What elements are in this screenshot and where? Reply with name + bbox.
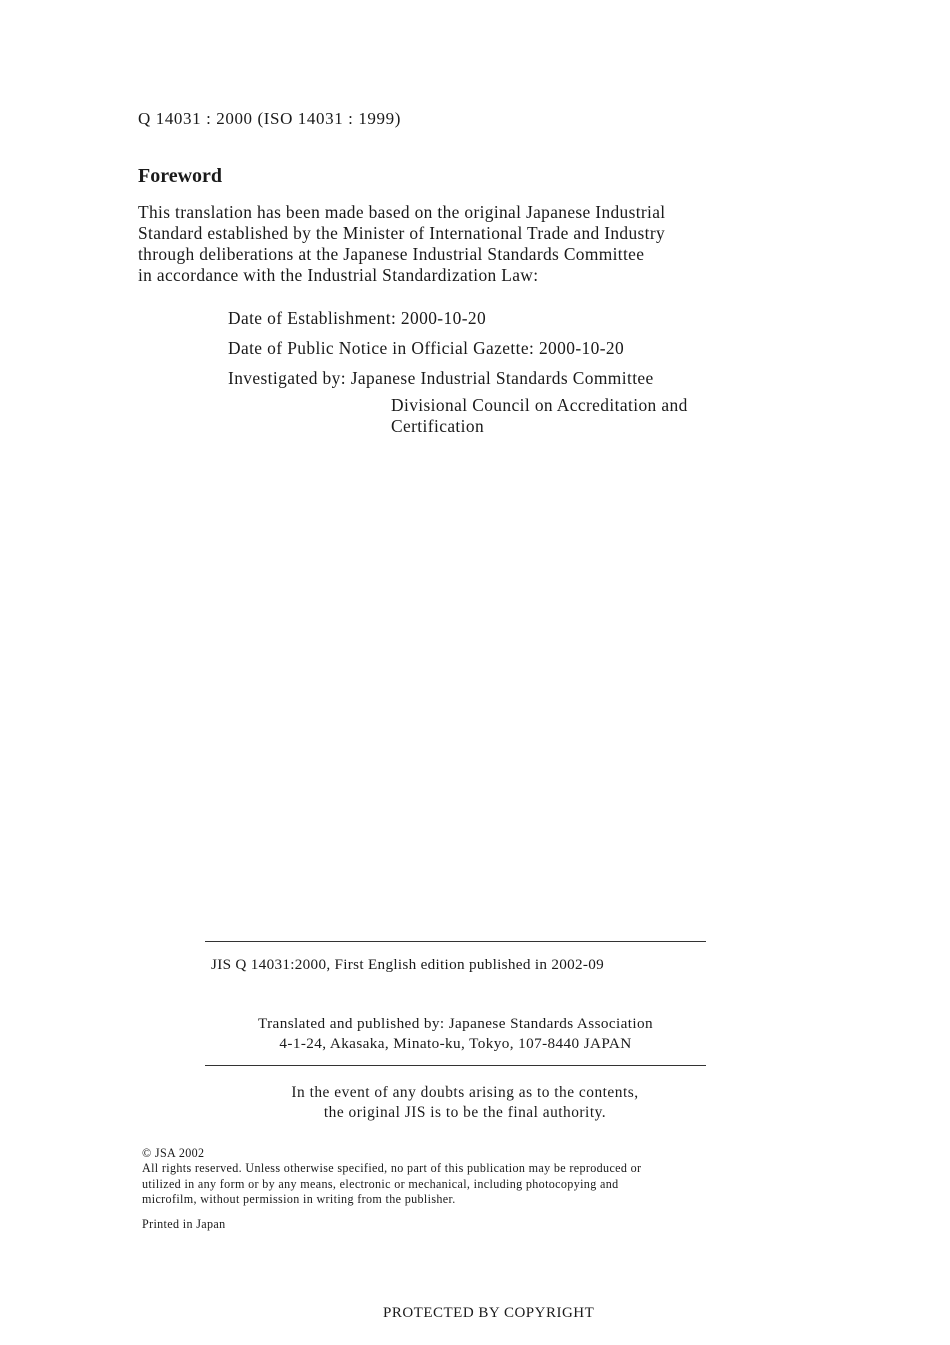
divider-top: [205, 941, 706, 942]
authority-note-line: the original JIS is to be the final authority.: [323, 1104, 607, 1121]
investigated-by-continuation: Divisional Council on Accreditation and: [391, 395, 688, 415]
publisher-block: [205, 1014, 706, 1054]
investigated-by-continuation: Certification: [391, 416, 485, 436]
spacer: [142, 1208, 782, 1217]
copyright-block: [142, 1146, 782, 1232]
rights-line: utilized in any form or by any means, electronic or mechanical, including photocopying and: [142, 1176, 619, 1191]
foreword-body: [138, 202, 778, 286]
standard-number: Q 14031 : 2000 (ISO 14031 : 1999): [138, 109, 401, 128]
foreword-line: Standard established by the Minister of International Trade and Industry: [138, 223, 666, 243]
foreword-title: Foreword: [138, 165, 223, 187]
establishment-details: [228, 307, 688, 436]
printed-in: Printed in Japan: [142, 1216, 226, 1231]
copyright-notice: © JSA 2002: [142, 1146, 205, 1160]
authority-note: [205, 1083, 725, 1123]
publisher-line: Translated and published by: Japanese Standards Association: [257, 1015, 654, 1032]
protected-by-copyright: PROTECTED BY COPYRIGHT: [383, 1305, 595, 1321]
investigated-by: Investigated by: Japanese Industrial Standards Committee: [228, 368, 654, 388]
date-of-establishment: Date of Establishment: 2000-10-20: [228, 308, 487, 328]
foreword-line: through deliberations at the Japanese Industrial Standards Committee: [138, 244, 645, 264]
publisher-address: 4-1-24, Akasaka, Minato-ku, Tokyo, 107-8440 JAPAN: [279, 1035, 632, 1052]
date-of-public-notice: Date of Public Notice in Official Gazette: 2000-10-20: [228, 338, 625, 358]
divider-bottom: [205, 1065, 706, 1066]
authority-note-line: In the event of any doubts arising as to the contents,: [291, 1084, 639, 1101]
edition-line: JIS Q 14031:2000, First English edition published in 2002-09: [211, 956, 605, 973]
rights-line: All rights reserved. Unless otherwise specified, no part of this publication may be reproduced or: [142, 1161, 642, 1176]
foreword-line: This translation has been made based on the original Japanese Industrial: [138, 202, 666, 222]
foreword-line: in accordance with the Industrial Standardization Law:: [138, 265, 539, 285]
rights-line: microfilm, without permission in writing from the publisher.: [142, 1192, 456, 1207]
